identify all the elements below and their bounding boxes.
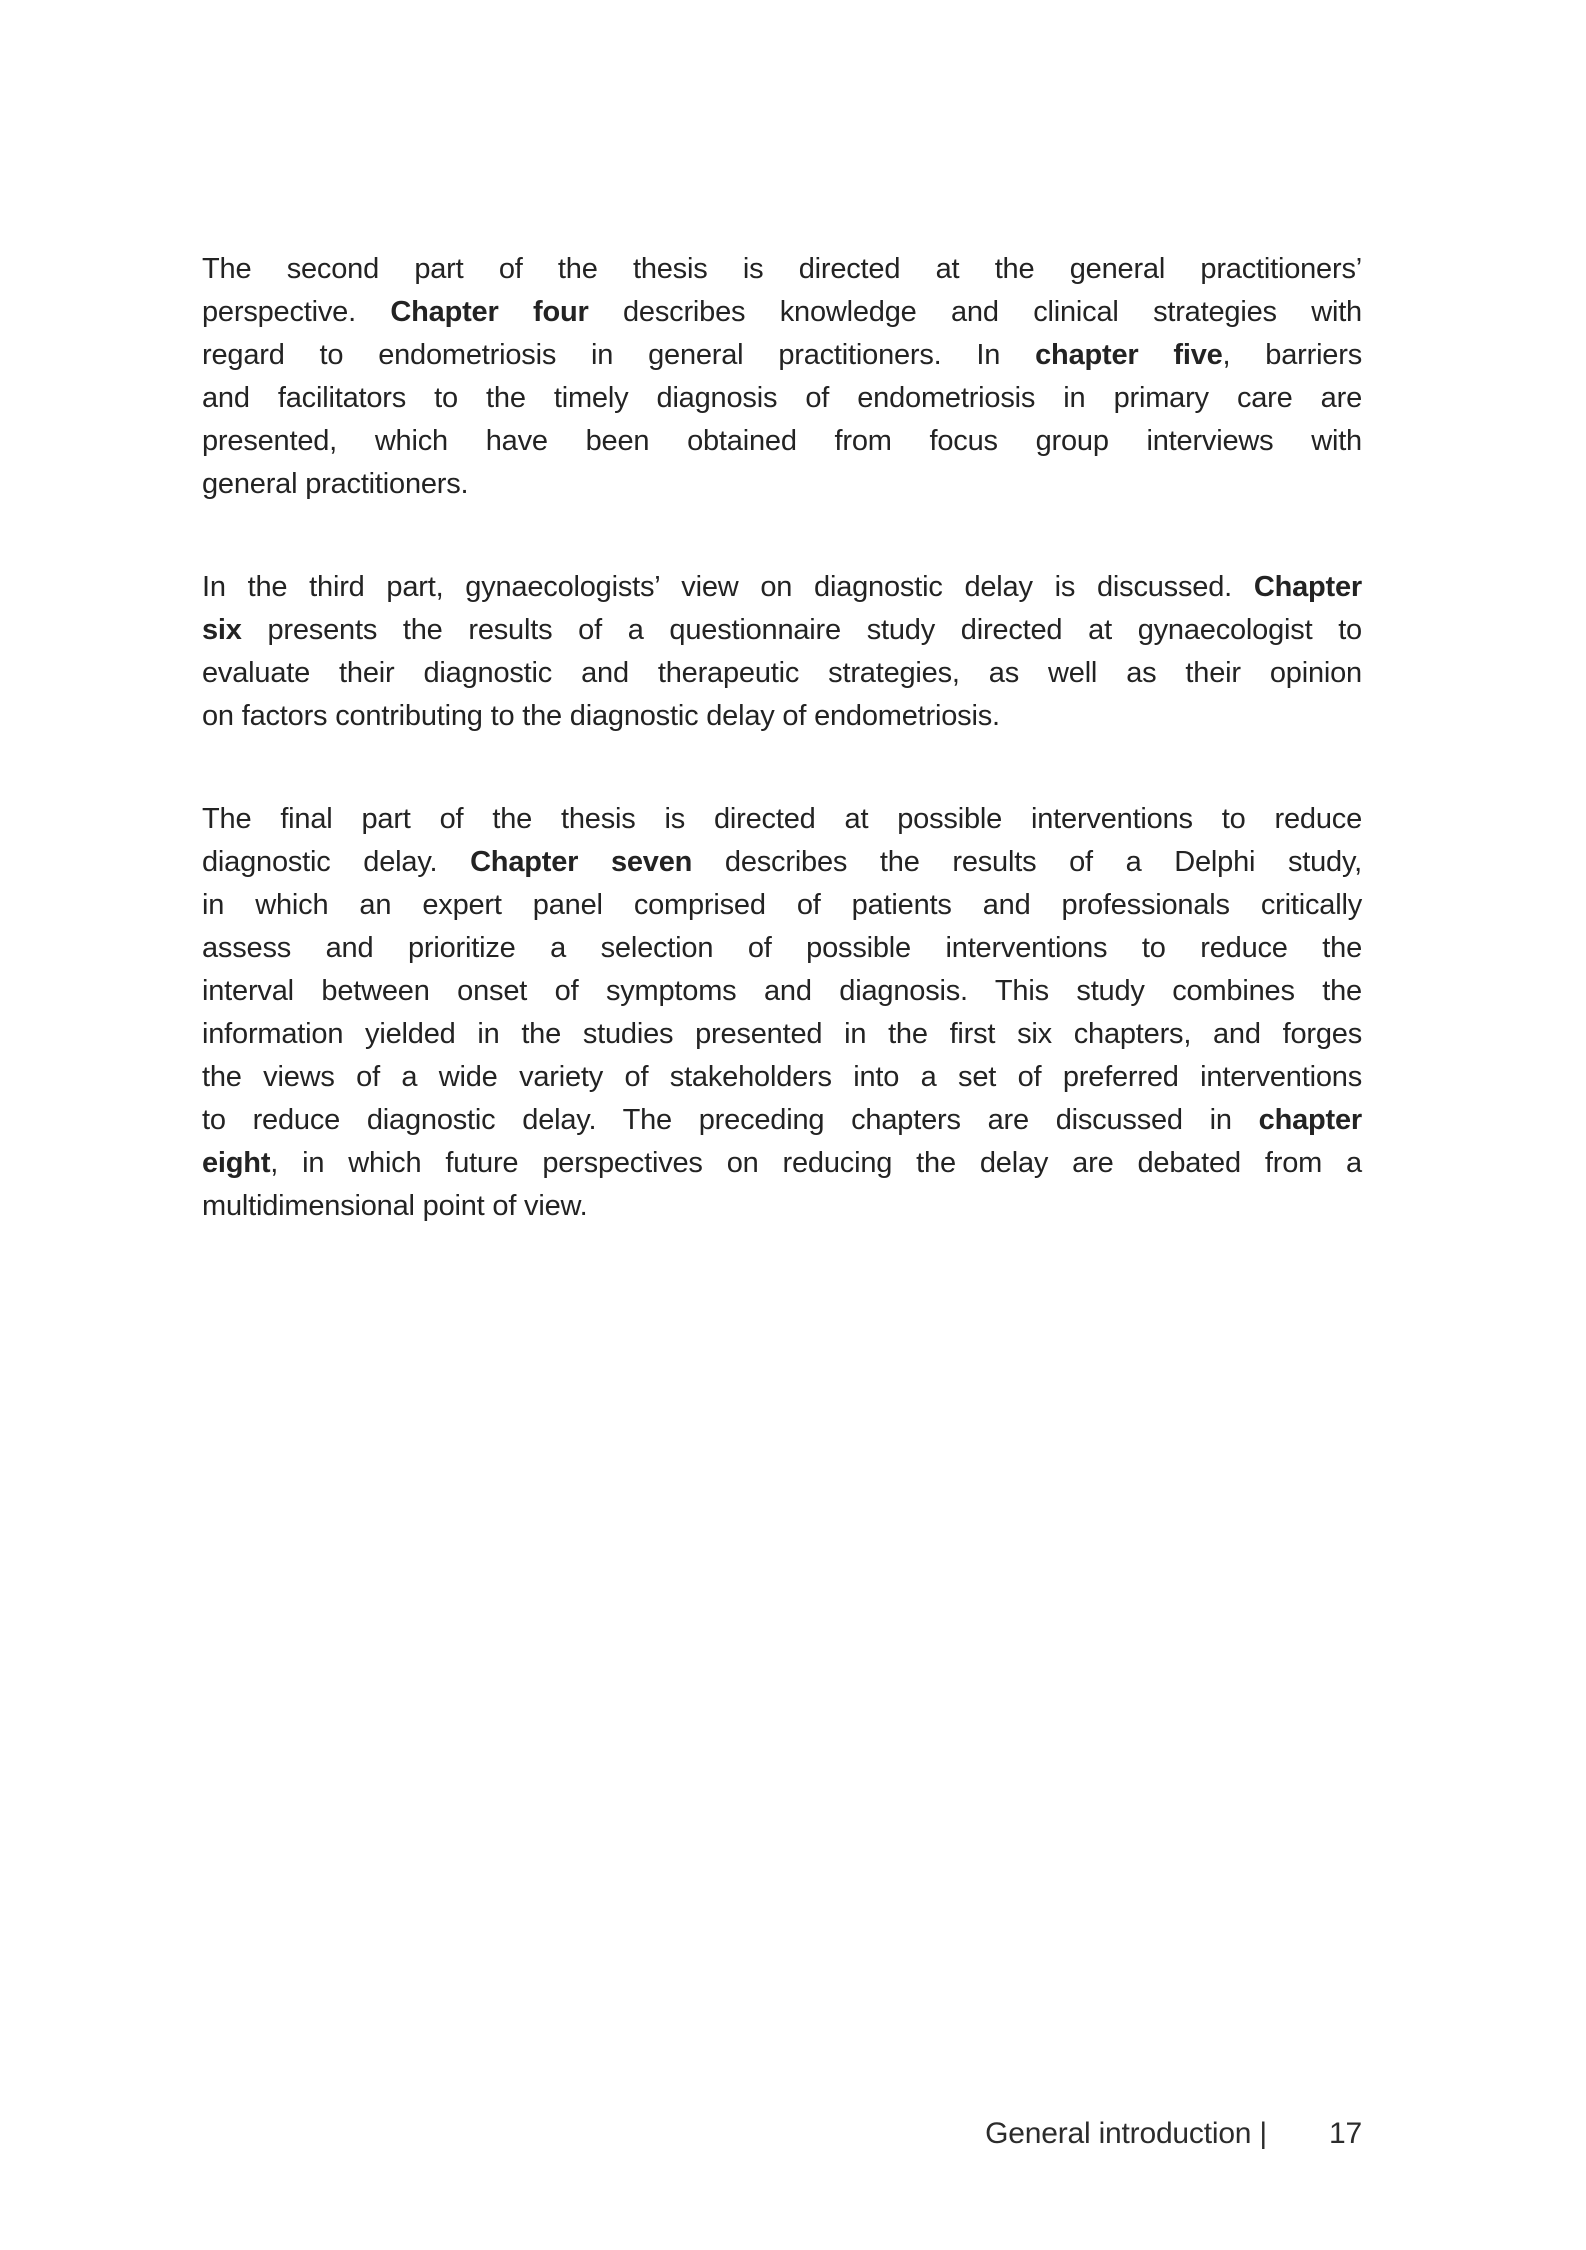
text-run: The final part of the thesis is directed at possible interventions to reduce [202,803,1362,835]
text-line [202,334,1362,377]
text-line [202,798,1362,841]
running-title: General introduction | [985,2117,1268,2150]
bold-chapter-ref: Chapter [1253,571,1362,603]
text-line [202,652,1362,695]
text-line [202,970,1362,1013]
text-line [202,927,1362,970]
text-run: In the third part, gynaecologists’ view on diagnostic delay is discussed. [202,571,1254,603]
page-number: 17 [1329,2117,1362,2150]
text-run: , barriers [1222,339,1362,371]
page-body-text [202,248,1362,1288]
bold-chapter-ref: Chapter four [390,296,589,328]
text-line [202,695,1362,738]
text-run: on factors contributing to the diagnostic delay of endometriosis. [202,700,1000,732]
text-run: and facilitators to the timely diagnosis of endometriosis in primary care are [202,382,1362,414]
paragraph-second-part [202,248,1362,506]
text-run: general practitioners. [202,468,469,500]
paragraph-third-part [202,566,1362,738]
text-run: multidimensional point of view. [202,1190,588,1222]
text-line [202,841,1362,884]
text-line [202,248,1362,291]
page-footer [202,2114,1362,2154]
text-line [202,609,1362,652]
text-line [202,1185,1362,1228]
text-line [202,291,1362,334]
text-run: describes knowledge and clinical strategies with [588,296,1362,328]
text-run: perspective. [202,296,391,328]
text-run: interval between onset of symptoms and diagnosis. This study combines the [202,975,1362,1007]
text-run: information yielded in the studies presented in the first six chapters, and forges [202,1018,1362,1050]
bold-chapter-ref: chapter [1258,1104,1362,1136]
text-line [202,1142,1362,1185]
text-run: presented, which have been obtained from focus group interviews with [202,425,1362,457]
bold-chapter-ref: Chapter seven [470,846,693,878]
bold-chapter-ref: eight [202,1147,271,1179]
text-line [202,420,1362,463]
bold-chapter-ref: six [202,614,242,646]
text-run: the views of a wide variety of stakeholders into a set of preferred interventions [202,1061,1362,1093]
text-run: assess and prioritize a selection of possible interventions to reduce the [202,932,1362,964]
text-run: to reduce diagnostic delay. The preceding chapters are discussed in [202,1104,1259,1136]
text-line [202,463,1362,506]
text-line [202,566,1362,609]
text-line [202,1013,1362,1056]
text-run: , in which future perspectives on reducing the delay are debated from a [270,1147,1362,1179]
text-run: describes the results of a Delphi study, [692,846,1362,878]
text-line [202,1056,1362,1099]
text-line [202,1099,1362,1142]
paragraph-final-part [202,798,1362,1228]
text-run: evaluate their diagnostic and therapeutic strategies, as well as their opinion [202,657,1362,689]
bold-chapter-ref: chapter five [1035,339,1223,371]
text-line [202,884,1362,927]
text-run: regard to endometriosis in general practitioners. In [202,339,1036,371]
text-run: diagnostic delay. [202,846,471,878]
text-run: presents the results of a questionnaire study directed at gynaecologist to [241,614,1362,646]
text-run: The second part of the thesis is directed at the general practitioners’ [202,253,1362,285]
text-line [202,377,1362,420]
text-run: in which an expert panel comprised of patients and professionals critically [202,889,1362,921]
